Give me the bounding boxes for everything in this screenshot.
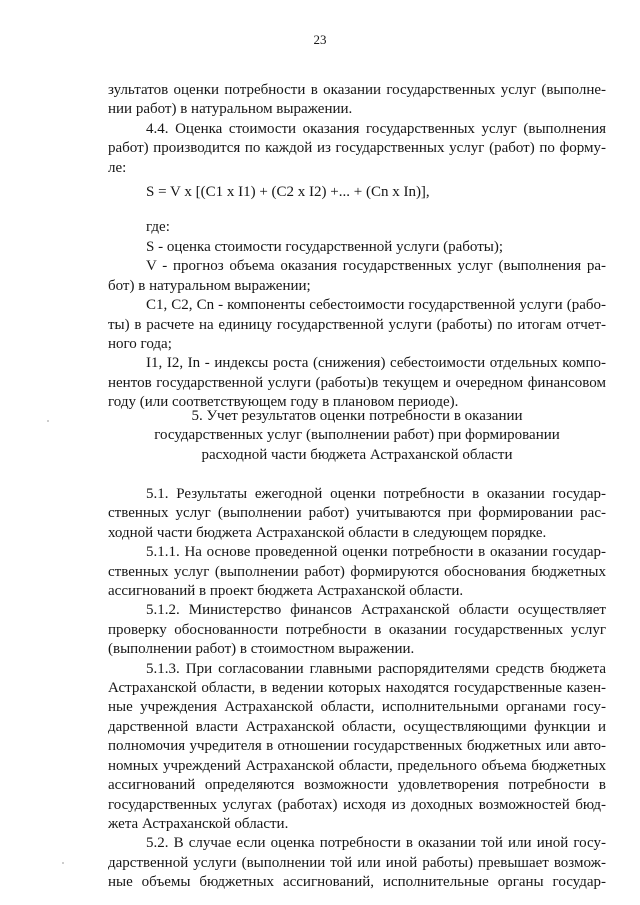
text-line: ственных услуг (выполнении работ) формируются обоснования бюджетных [108, 563, 606, 580]
scan-speck [62, 862, 64, 864]
definition-v: V - прогноз объема оказания государственных услуг (выполнения ра- [146, 258, 606, 275]
text-line: ходной части бюджета Астраханской области в следующем порядке. [108, 524, 547, 541]
scan-speck [47, 420, 49, 422]
definition-s: S - оценка стоимости государственной услуги (работы); [146, 239, 504, 255]
where-label: где: [146, 219, 170, 235]
text-line: ассигнований в проект бюджета Астраханской области. [108, 583, 464, 600]
page-number: 23 [313, 32, 327, 47]
section-5-heading [108, 407, 606, 465]
paragraph-5-2: 5.2. В случае если оценка потребности в оказании той или иной госу- [146, 835, 606, 852]
cost-formula: S = V x [(C1 x I1) + (C2 x I2) +... + (Cn x In)], [146, 184, 430, 200]
text-line: дарственной власти Астраханской области, осуществляющими функции и [108, 718, 606, 735]
heading-line: государственных услуг (выполнении работ) при формировании [154, 427, 560, 444]
text-line: году (или соответствующем году в плановом периоде). [108, 394, 459, 411]
text-line: ты) в расчете на единицу государственной услуги (работы) по итогам отчет- [108, 316, 606, 333]
text-line: жета Астраханской области. [108, 815, 289, 832]
paragraph-5-1 [108, 485, 606, 893]
intro-paragraph [108, 81, 606, 120]
heading-line: расходной части бюджета Астраханской области [201, 446, 513, 463]
text-line: Астраханской области, в ведении которых находятся государственные казен- [108, 680, 606, 697]
text-line: проверку обоснованности потребности в оказании государственных услуг [108, 621, 606, 638]
text-line: работ) производится по каждой из государственных услуг (работ) по форму- [108, 140, 606, 157]
text-line: (выполнении работ) в стоимостном выражении. [108, 641, 415, 658]
text-line: бот) в натуральном выражении; [108, 277, 311, 294]
definition-c: C1, C2, Cn - компоненты себестоимости государственной услуги (рабо- [146, 297, 606, 314]
paragraph-4-4 [108, 120, 606, 178]
paragraph-5-1-1: 5.1.1. На основе проведенной оценки потребности в оказании государ- [146, 544, 606, 561]
text-line: полномочия учредителя в отношении государственных бюджетных или авто- [108, 738, 606, 755]
text-line: ного года; [108, 336, 172, 353]
text-line: номных учреждений Астраханской области, предельного объема бюджетных [108, 757, 606, 774]
text-line: ственных услуг (выполнении работ) учитываются при формировании рас- [108, 505, 606, 522]
paragraph-5-1-2: 5.1.2. Министерство финансов Астраханской области осуществляет [146, 602, 606, 619]
text-line: нентов государственной услуги (работы)в текущем и очередном финансовом [108, 374, 606, 391]
text-line: ассигнований определяются возможности удовлетворения потребности в [108, 777, 606, 794]
definition-i: I1, I2, In - индексы роста (снижения) себестоимости отдельных компо- [146, 355, 606, 372]
text-line: зультатов оценки потребности в оказании государственных услуг (выполне- [108, 82, 606, 98]
text-line: 5.1. Результаты ежегодной оценки потребности в оказании государ- [146, 486, 606, 502]
text-line: 4.4. Оценка стоимости оказания государственных услуг (выполнения [146, 121, 606, 137]
heading-line: 5. Учет результатов оценки потребности в оказании [191, 408, 523, 424]
text-line: государственных услугах (работах) исходя из доходных возможностей бюд- [108, 796, 606, 813]
text-line: дарственной услуги (выполнении той или иной работы) превышает возмож- [108, 854, 606, 871]
paragraph-5-1-3: 5.1.3. При согласовании главными распорядителями средств бюджета [146, 660, 606, 677]
definitions-list [108, 238, 606, 413]
text-line: ные учреждения Астраханской области, исполнительными органами госу- [108, 699, 606, 716]
text-line: нии работ) в натуральном выражении. [108, 101, 353, 118]
text-line: ные объемы бюджетных ассигнований, исполнительные органы государ- [108, 874, 606, 891]
text-line: ле: [108, 159, 127, 176]
